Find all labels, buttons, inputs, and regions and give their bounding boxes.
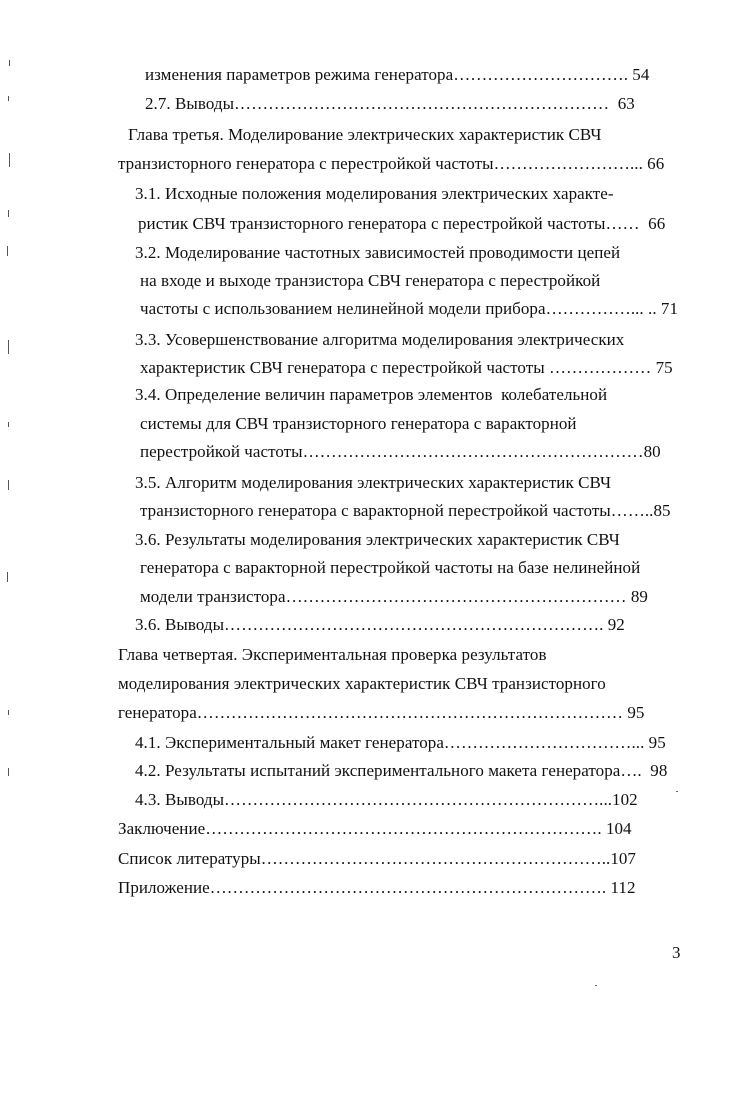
- toc-line: Список литературы……………………………………………………..107: [118, 849, 636, 868]
- toc-line: Заключение……………………………………………………………. 104: [118, 819, 632, 838]
- scan-artifact: [8, 340, 9, 354]
- scan-artifact: [8, 422, 9, 427]
- toc-line: изменения параметров режима генератора…………………………. 54: [145, 65, 650, 84]
- toc-line: 4.2. Результаты испытаний экспериментального макета генератора…. 98: [135, 761, 668, 780]
- toc-chapter-heading: Глава четвертая. Экспериментальная проверка результатов: [118, 645, 547, 664]
- toc-line: 4.1. Экспериментальный макет генератора……………………………... 95: [135, 733, 666, 752]
- scan-artifact: [595, 985, 597, 986]
- toc-line: модели транзистора…………………………………………………… 89: [140, 587, 648, 606]
- page-number: 3: [672, 943, 681, 962]
- toc-line: 3.6. Результаты моделирования электрических характеристик СВЧ: [135, 530, 620, 549]
- toc-line: генератора………………………………………………………………… 95: [118, 703, 645, 722]
- toc-line: транзисторного генератора с варакторной перестройкой частоты……..85: [140, 501, 671, 520]
- scan-artifact: [8, 480, 9, 490]
- scan-artifact: [676, 791, 678, 792]
- toc-line: ристик СВЧ транзисторного генератора с перестройкой частоты…… 66: [138, 214, 666, 233]
- toc-line: 3.1. Исходные положения моделирования электрических характе-: [135, 184, 614, 203]
- toc-line: 3.2. Моделирование частотных зависимостей проводимости цепей: [135, 243, 621, 262]
- toc-line: перестройкой частоты……………………………………………………80: [140, 442, 661, 461]
- scan-artifact: [7, 246, 8, 256]
- scan-artifact: [8, 768, 9, 776]
- scan-artifact: [9, 60, 10, 66]
- toc-line: 2.7. Выводы………………………………………………………… 63: [145, 94, 635, 113]
- toc-chapter-heading: Глава третья. Моделирование электрических характеристик СВЧ: [128, 125, 602, 144]
- scan-artifact: [7, 572, 8, 582]
- toc-line: характеристик СВЧ генератора с перестройкой частоты ……………… 75: [140, 358, 673, 377]
- toc-line: 3.3. Усовершенствование алгоритма моделирования электрических: [135, 330, 625, 349]
- toc-line: Приложение……………………………………………………………. 112: [118, 878, 636, 897]
- toc-line: 3.6. Выводы…………………………………………………………. 92: [135, 615, 625, 634]
- toc-line: транзисторного генератора с перестройкой частоты……………………... 66: [118, 154, 665, 173]
- scan-artifact: [9, 153, 10, 167]
- toc-line: 3.4. Определение величин параметров элементов колебательной: [135, 385, 608, 404]
- scan-artifact: [8, 710, 9, 715]
- toc-line: генератора с варакторной перестройкой частоты на базе нелинейной: [140, 558, 641, 577]
- toc-line: 3.5. Алгоритм моделирования электрических характеристик СВЧ: [135, 473, 612, 492]
- toc-line: моделирования электрических характеристик СВЧ транзисторного: [118, 674, 606, 693]
- toc-line: частоты с использованием нелинейной модели прибора……………... .. 71: [140, 299, 679, 318]
- toc-line: системы для СВЧ транзисторного генератора с варакторной: [140, 414, 577, 433]
- scan-artifact: [8, 210, 9, 217]
- toc-line: 4.3. Выводы…………………………………………………………...102: [135, 790, 638, 809]
- scan-artifact: [8, 96, 9, 101]
- toc-line: на входе и выходе транзистора СВЧ генератора с перестройкой: [140, 271, 601, 290]
